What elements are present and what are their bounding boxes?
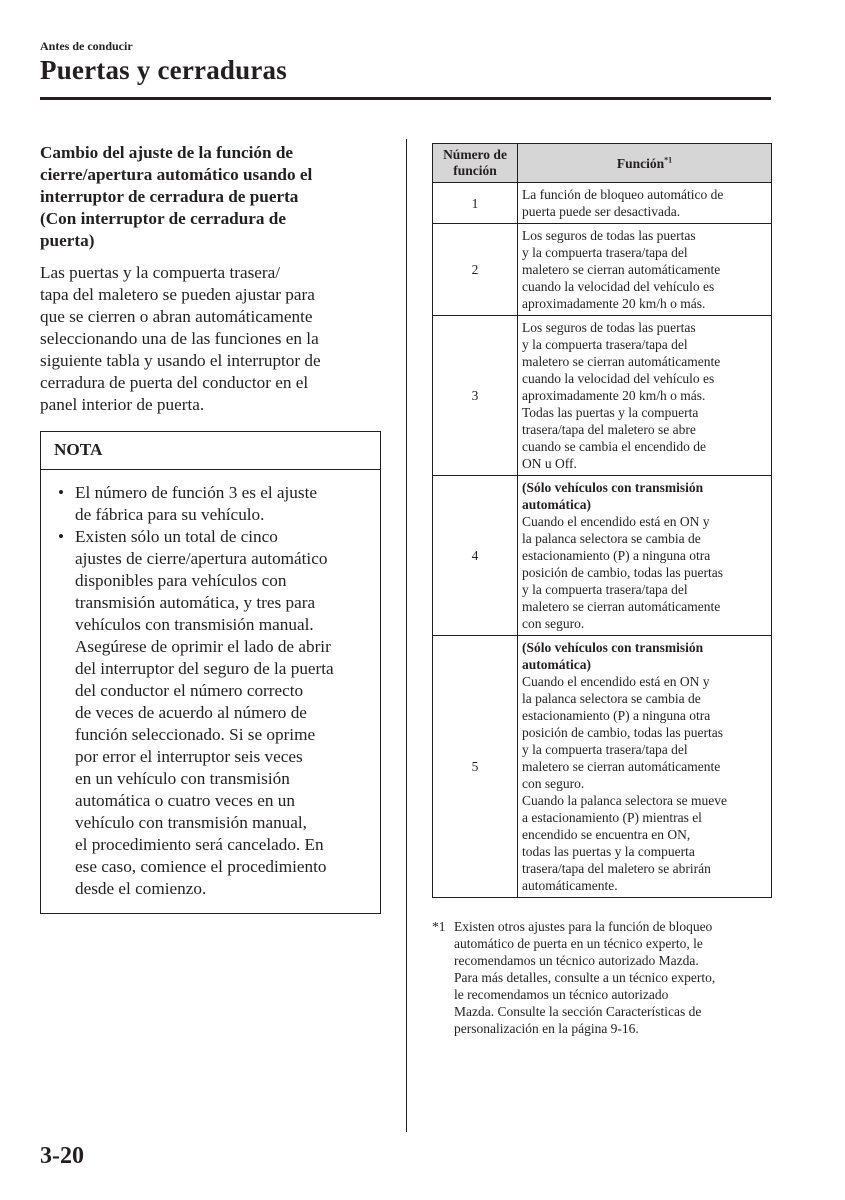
text-line: todas las puertas y la compuerta xyxy=(522,844,695,859)
table-row xyxy=(433,183,772,224)
text-line: Los seguros de todas las puertas xyxy=(522,320,696,335)
text-line: a estacionamiento (P) mientras el xyxy=(522,810,702,825)
text-line: en un vehículo con transmisión xyxy=(75,769,290,788)
function-description xyxy=(518,636,772,898)
function-number: 4 xyxy=(433,476,518,636)
function-condition xyxy=(522,479,767,513)
text-line: tapa del maletero se pueden ajustar para xyxy=(40,285,315,304)
text-line: y la compuerta trasera/tapa del xyxy=(522,742,688,757)
text-line: personalización en la página 9-16. xyxy=(454,1021,639,1036)
text-line: automático de puerta en un técnico experto, le xyxy=(454,936,703,951)
text-line: cerradura de puerta del conductor en el xyxy=(40,373,309,392)
text-line: Cuando el encendido está en ON y xyxy=(522,514,710,529)
function-number: 2 xyxy=(433,224,518,316)
header-function-label: Función xyxy=(616,155,665,171)
text-line: Mazda. Consulte la sección Características de xyxy=(454,1004,702,1019)
bullet-icon: • xyxy=(58,527,65,546)
text-line: estacionamiento (P) a ninguna otra xyxy=(522,548,711,563)
text-line: del interruptor del seguro de la puerta xyxy=(75,659,334,678)
table-row xyxy=(433,636,772,898)
function-number: 3 xyxy=(433,316,518,476)
function-text xyxy=(522,227,767,312)
function-description xyxy=(518,183,772,224)
text-line: (Con interruptor de cerradura de xyxy=(40,209,286,228)
text-line: (Sólo vehículos con transmisión xyxy=(522,640,704,655)
text-line: Cuando el encendido está en ON y xyxy=(522,674,710,689)
text-line: ON u Off. xyxy=(522,456,577,471)
text-line: Existen sólo un total de cinco xyxy=(75,527,278,546)
text-line: Asegúrese de oprimir el lado de abrir xyxy=(75,637,331,656)
header-function xyxy=(518,144,772,183)
text-line: posición de cambio, todas las puertas xyxy=(522,565,723,580)
function-text xyxy=(522,319,767,472)
text-line: con seguro. xyxy=(522,776,585,791)
text-line: trasera/tapa del maletero se abre xyxy=(522,422,696,437)
text-line: el procedimiento será cancelado. En xyxy=(75,835,324,854)
text-line: aproximadamente 20 km/h o más. xyxy=(522,296,706,311)
intro-section xyxy=(40,142,380,416)
text-line: automáticamente. xyxy=(522,878,618,893)
function-table xyxy=(432,143,772,898)
note-item xyxy=(57,482,374,526)
function-text xyxy=(522,673,767,894)
function-description xyxy=(518,224,772,316)
text-line: seleccionando una de las funciones en la xyxy=(40,329,319,348)
text-line: de veces de acuerdo al número de xyxy=(75,703,307,722)
text-line: aproximadamente 20 km/h o más. xyxy=(522,388,706,403)
footnote-mark: *1 xyxy=(664,155,673,164)
text-line: cuando la velocidad del vehículo es xyxy=(522,279,715,294)
text-line: y la compuerta trasera/tapa del xyxy=(522,582,688,597)
footnote-marker: *1 xyxy=(432,919,446,934)
text-line: recomendamos un técnico autorizado Mazda. xyxy=(454,953,699,968)
intro-body xyxy=(40,262,380,416)
function-number: 1 xyxy=(433,183,518,224)
text-line: trasera/tapa del maletero se abrirán xyxy=(522,861,711,876)
function-description xyxy=(518,316,772,476)
text-line: vehículo con transmisión manual, xyxy=(75,813,307,832)
text-line: cuando se cambia el encendido de xyxy=(522,439,707,454)
table-row xyxy=(433,476,772,636)
footnote-text xyxy=(432,918,777,1037)
text-line: la palanca selectora se cambia de xyxy=(522,531,701,546)
text-line: interruptor de cerradura de puerta xyxy=(40,187,299,206)
text-line: ajustes de cierre/apertura automático xyxy=(75,549,328,568)
note-box xyxy=(40,431,381,914)
text-line: maletero se cierran automáticamente xyxy=(522,262,721,277)
text-line: Cambio del ajuste de la función de xyxy=(40,143,294,162)
text-line: función seleccionado. Si se oprime xyxy=(75,725,316,744)
text-line: maletero se cierran automáticamente xyxy=(522,354,721,369)
text-line: posición de cambio, todas las puertas xyxy=(522,725,723,740)
text-line: la palanca selectora se cambia de xyxy=(522,691,701,706)
bullet-icon: • xyxy=(58,483,65,502)
text-line: puerta) xyxy=(40,231,95,250)
text-line: La función de bloqueo automático de xyxy=(522,187,724,202)
text-line: panel interior de puerta. xyxy=(40,395,205,414)
text-line: desde el comienzo. xyxy=(75,879,207,898)
text-line: maletero se cierran automáticamente xyxy=(522,599,721,614)
page-number: 3-20 xyxy=(40,1143,84,1169)
text-line: que se cierren o abran automáticamente xyxy=(40,307,313,326)
note-list xyxy=(41,470,380,900)
text-line: Las puertas y la compuerta trasera/ xyxy=(40,263,281,282)
text-line: de fábrica para su vehículo. xyxy=(75,505,265,524)
text-line: automática o cuatro veces en un xyxy=(75,791,295,810)
text-line: Los seguros de todas las puertas xyxy=(522,228,696,243)
text-line: por error el interruptor seis veces xyxy=(75,747,303,766)
text-line: y la compuerta trasera/tapa del xyxy=(522,337,688,352)
function-text xyxy=(522,186,767,220)
text-line: con seguro. xyxy=(522,616,585,631)
text-line: Número de xyxy=(443,147,507,162)
note-item-text xyxy=(75,483,317,524)
note-item-text xyxy=(75,527,334,898)
text-line: Para más detalles, consulte a un técnico experto, xyxy=(454,970,716,985)
text-line: encendido se encuentra en ON, xyxy=(522,827,691,842)
text-line: Cuando la palanca selectora se mueve xyxy=(522,793,728,808)
footnote xyxy=(432,918,777,1037)
text-line: función xyxy=(453,163,497,178)
title-rule xyxy=(40,97,771,100)
text-line: ese caso, comience el procedimiento xyxy=(75,857,327,876)
intro-heading xyxy=(40,142,380,252)
text-line: le recomendamos un técnico autorizado xyxy=(454,987,669,1002)
text-line: puerta puede ser desactivada. xyxy=(522,204,681,219)
section-label: Antes de conducir xyxy=(40,39,133,53)
function-text xyxy=(522,513,767,632)
table-row xyxy=(433,224,772,316)
text-line: y la compuerta trasera/tapa del xyxy=(522,245,688,260)
text-line: cuando la velocidad del vehículo es xyxy=(522,371,715,386)
text-line: cierre/apertura automático usando el xyxy=(40,165,313,184)
function-description xyxy=(518,476,772,636)
text-line: (Sólo vehículos con transmisión xyxy=(522,480,704,495)
text-line: Todas las puertas y la compuerta xyxy=(522,405,699,420)
text-line: El número de función 3 es el ajuste xyxy=(75,483,317,502)
text-line: maletero se cierran automáticamente xyxy=(522,759,721,774)
header-function-number xyxy=(433,144,518,183)
text-line: transmisión automática, y tres para xyxy=(75,593,316,612)
text-line: Existen otros ajustes para la función de bloqueo xyxy=(454,919,713,934)
text-line: del conductor el número correcto xyxy=(75,681,304,700)
table-header-row xyxy=(433,144,772,183)
note-title: NOTA xyxy=(54,440,103,459)
table-body xyxy=(433,183,772,898)
table-row xyxy=(433,316,772,476)
text-line: automática) xyxy=(522,657,591,672)
function-condition xyxy=(522,639,767,673)
text-line: vehículos con transmisión manual. xyxy=(75,615,314,634)
text-line: automática) xyxy=(522,497,591,512)
page-title: Puertas y cerraduras xyxy=(40,55,287,85)
column-divider xyxy=(406,139,407,1132)
text-line: estacionamiento (P) a ninguna otra xyxy=(522,708,711,723)
note-item xyxy=(57,526,374,900)
function-number: 5 xyxy=(433,636,518,898)
text-line: siguiente tabla y usando el interruptor de xyxy=(40,351,321,370)
text-line: disponibles para vehículos con xyxy=(75,571,287,590)
